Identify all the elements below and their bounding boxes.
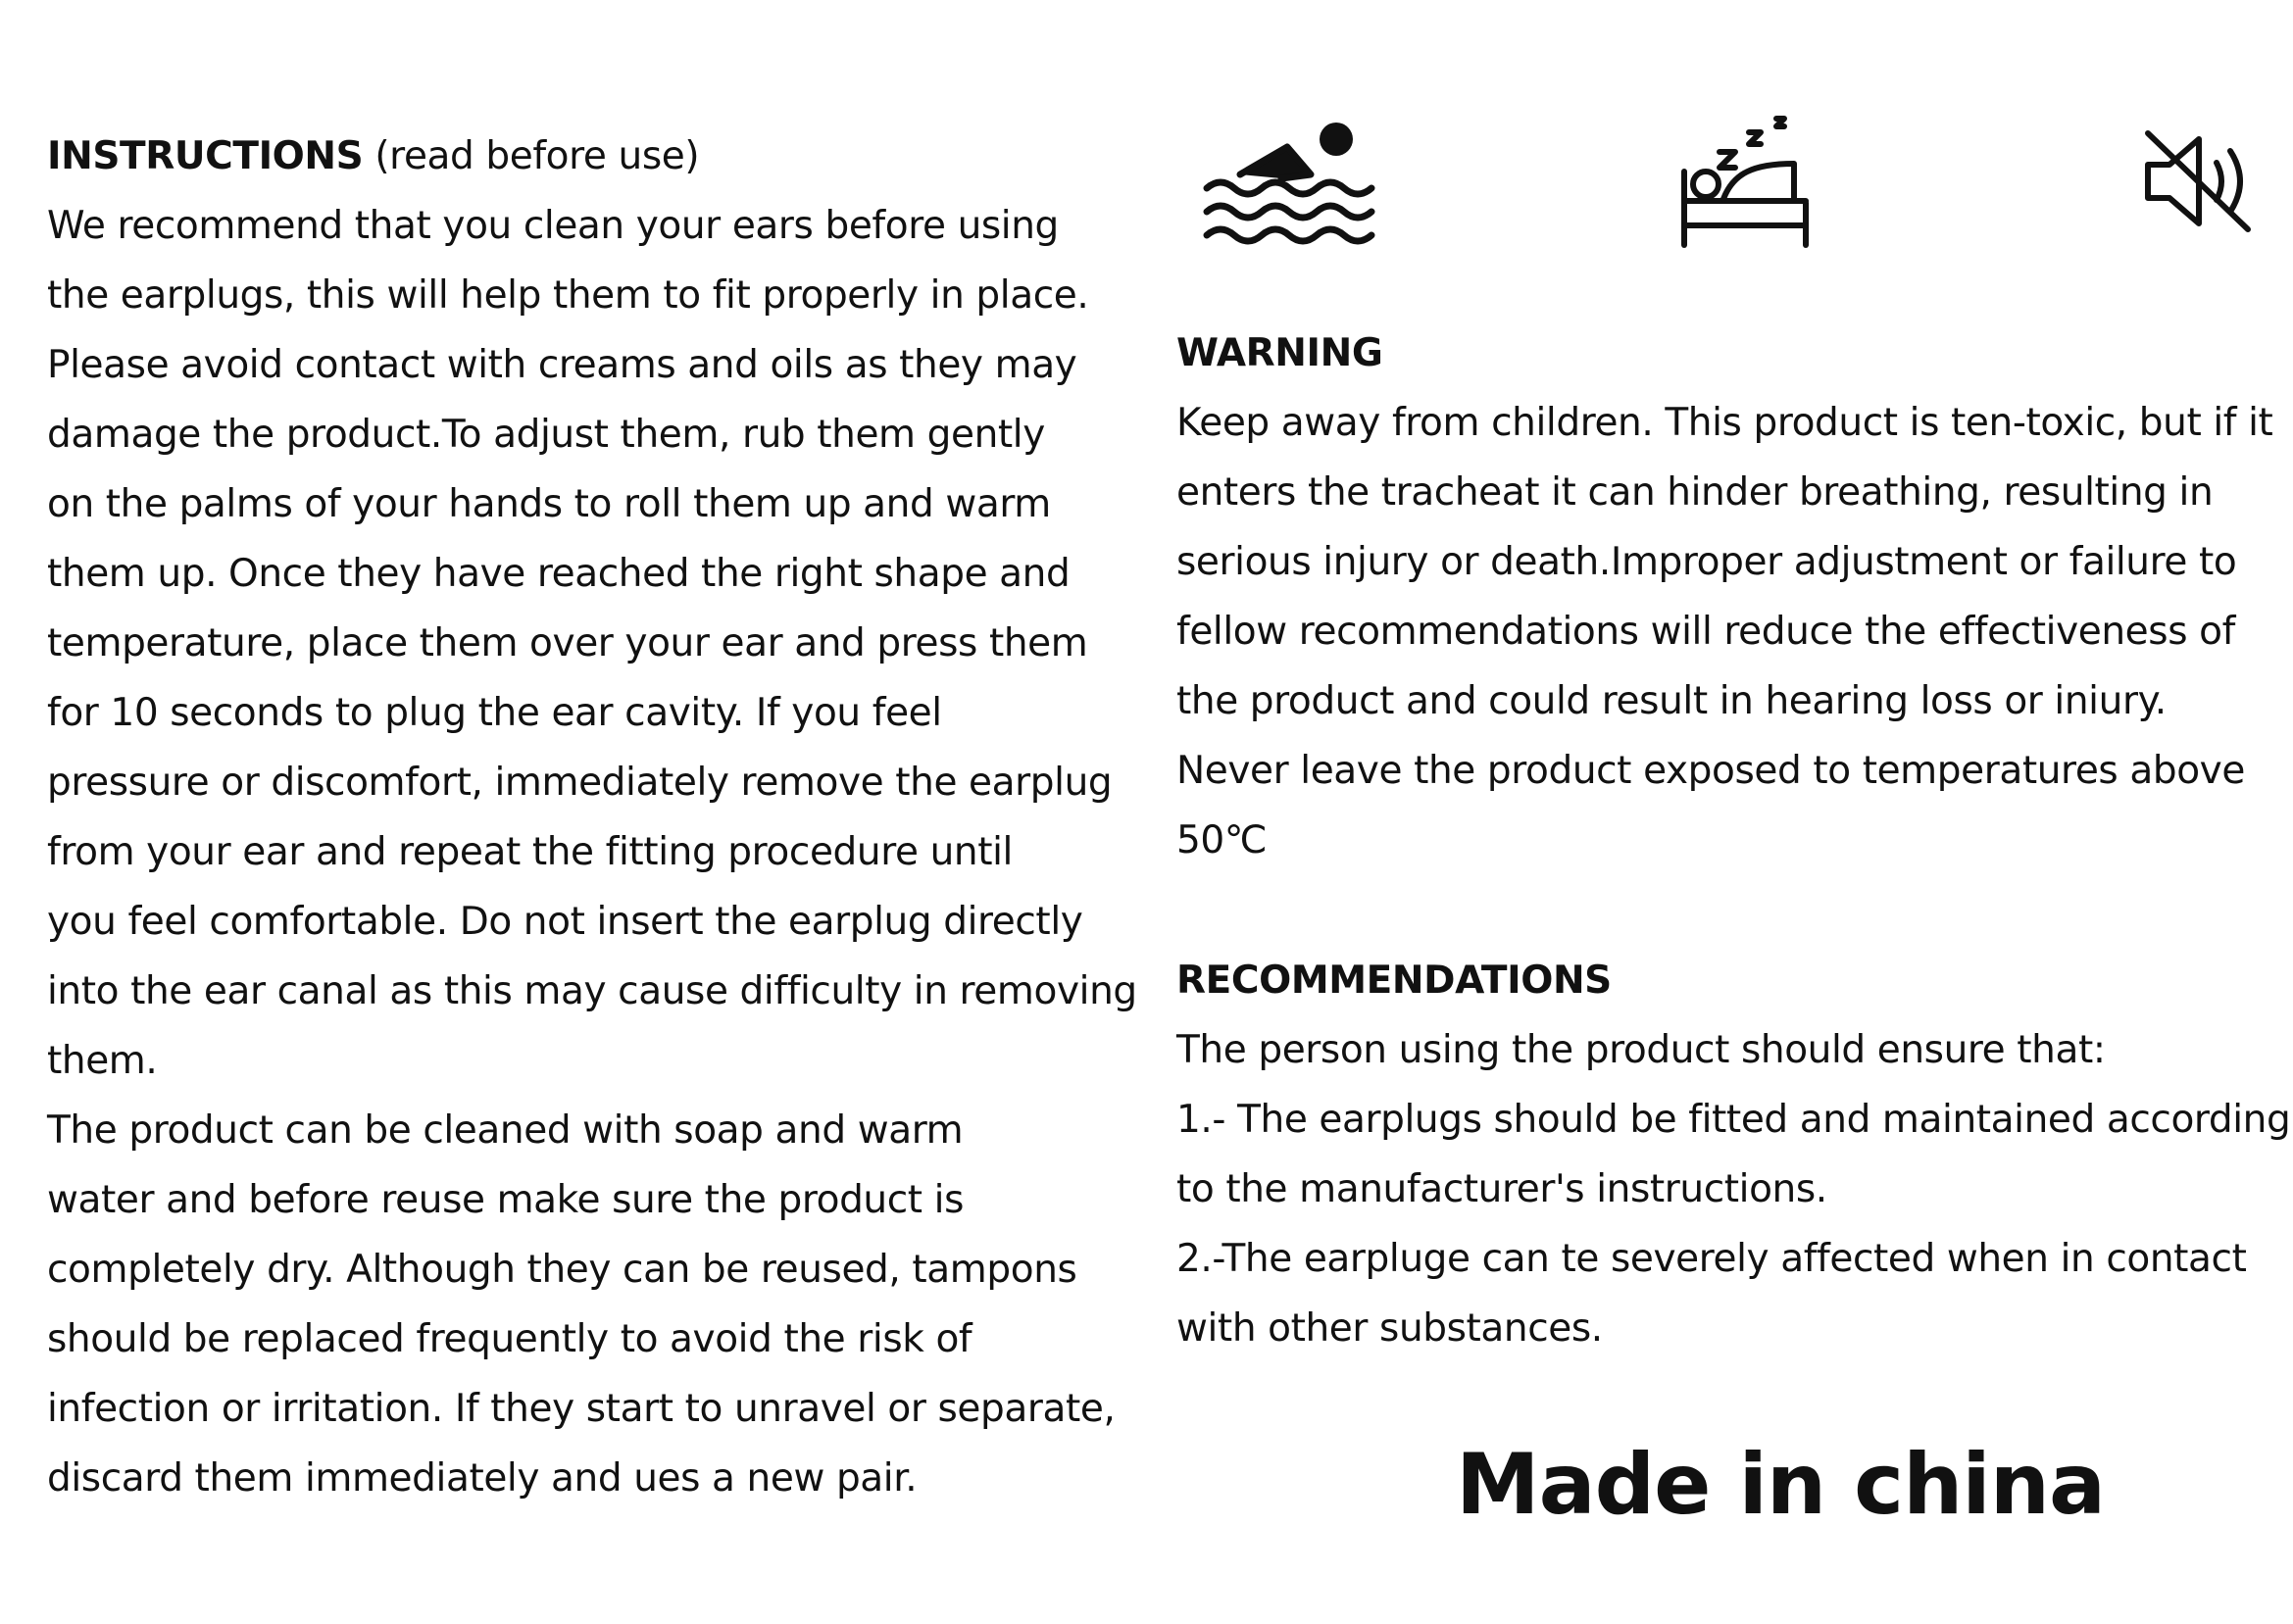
swimming-icon <box>1201 118 1377 245</box>
instructions-line: should be replaced frequently to avoid the risk of <box>47 1317 972 1361</box>
recommendations-section <box>1176 946 2291 1363</box>
warning-line: 50℃ <box>1176 818 1268 862</box>
warning-line: the product and could result in hearing loss or iniury. <box>1176 679 2167 723</box>
warning-section <box>1176 319 2284 875</box>
warning-line: fellow recommendations will reduce the effectiveness of <box>1176 610 2235 654</box>
instructions-heading: INSTRUCTIONS <box>47 134 364 178</box>
recommendations-line: 2.-The earpluge can te severely affected when in contact <box>1176 1237 2247 1281</box>
recommendations-line: with other substances. <box>1176 1306 1603 1351</box>
instructions-section <box>47 122 1137 1513</box>
instructions-line: temperature, place them over your ear and press them <box>47 621 1088 665</box>
instructions-line: the earplugs, this will help them to fit properly in place. <box>47 273 1089 318</box>
instructions-line: water and before reuse make sure the product is <box>47 1178 965 1222</box>
warning-line: serious injury or death.Improper adjustment or failure to <box>1176 540 2237 584</box>
instructions-line: The product can be cleaned with soap and warm <box>47 1108 964 1153</box>
instructions-line: completely dry. Although they can be reused, tampons <box>47 1248 1077 1292</box>
warning-line: Never leave the product exposed to temperatures above <box>1176 749 2245 793</box>
instructions-heading-note: (read before use) <box>363 134 700 178</box>
made-in-label: Made in china <box>1456 1436 2106 1534</box>
recommendations-line: to the manufacturer's instructions. <box>1176 1167 1827 1211</box>
instructions-heading-line <box>47 122 1125 191</box>
instructions-line: them. <box>47 1039 158 1083</box>
instructions-line: for 10 seconds to plug the ear cavity. If you feel <box>47 691 942 735</box>
instructions-line: discard them immediately and ues a new pair. <box>47 1456 918 1501</box>
instructions-line: pressure or discomfort, immediately remove the earplug <box>47 761 1113 805</box>
warning-line: Keep away from children. This product is ten-toxic, but if it <box>1176 401 2273 445</box>
speaker-muted-icon <box>2142 127 2260 235</box>
instructions-line: infection or irritation. If they start to unravel or separate, <box>47 1387 1116 1431</box>
warning-heading: WARNING <box>1176 331 1383 375</box>
recommendations-line: The person using the product should ensure that: <box>1176 1028 2106 1072</box>
instructions-line: from your ear and repeat the fitting procedure until <box>47 830 1013 874</box>
instructions-line: into the ear canal as this may cause difficulty in removing <box>47 969 1137 1013</box>
instructions-line: We recommend that you clean your ears before using <box>47 204 1059 248</box>
instructions-line: damage the product.To adjust them, rub them gently <box>47 413 1045 457</box>
warning-line: enters the tracheat it can hinder breathing, resulting in <box>1176 470 2214 515</box>
recommendations-line: 1.- The earplugs should be fitted and maintained according <box>1176 1098 2291 1142</box>
instructions-line: on the palms of your hands to roll them up and warm <box>47 482 1051 526</box>
recommendations-heading: RECOMMENDATIONS <box>1176 959 1612 1003</box>
instructions-line: Please avoid contact with creams and oils as they may <box>47 343 1077 387</box>
sleeping-in-bed-icon <box>1676 113 1814 250</box>
instructions-line: you feel comfortable. Do not insert the earplug directly <box>47 900 1083 944</box>
instructions-line: them up. Once they have reached the right shape and <box>47 552 1071 596</box>
